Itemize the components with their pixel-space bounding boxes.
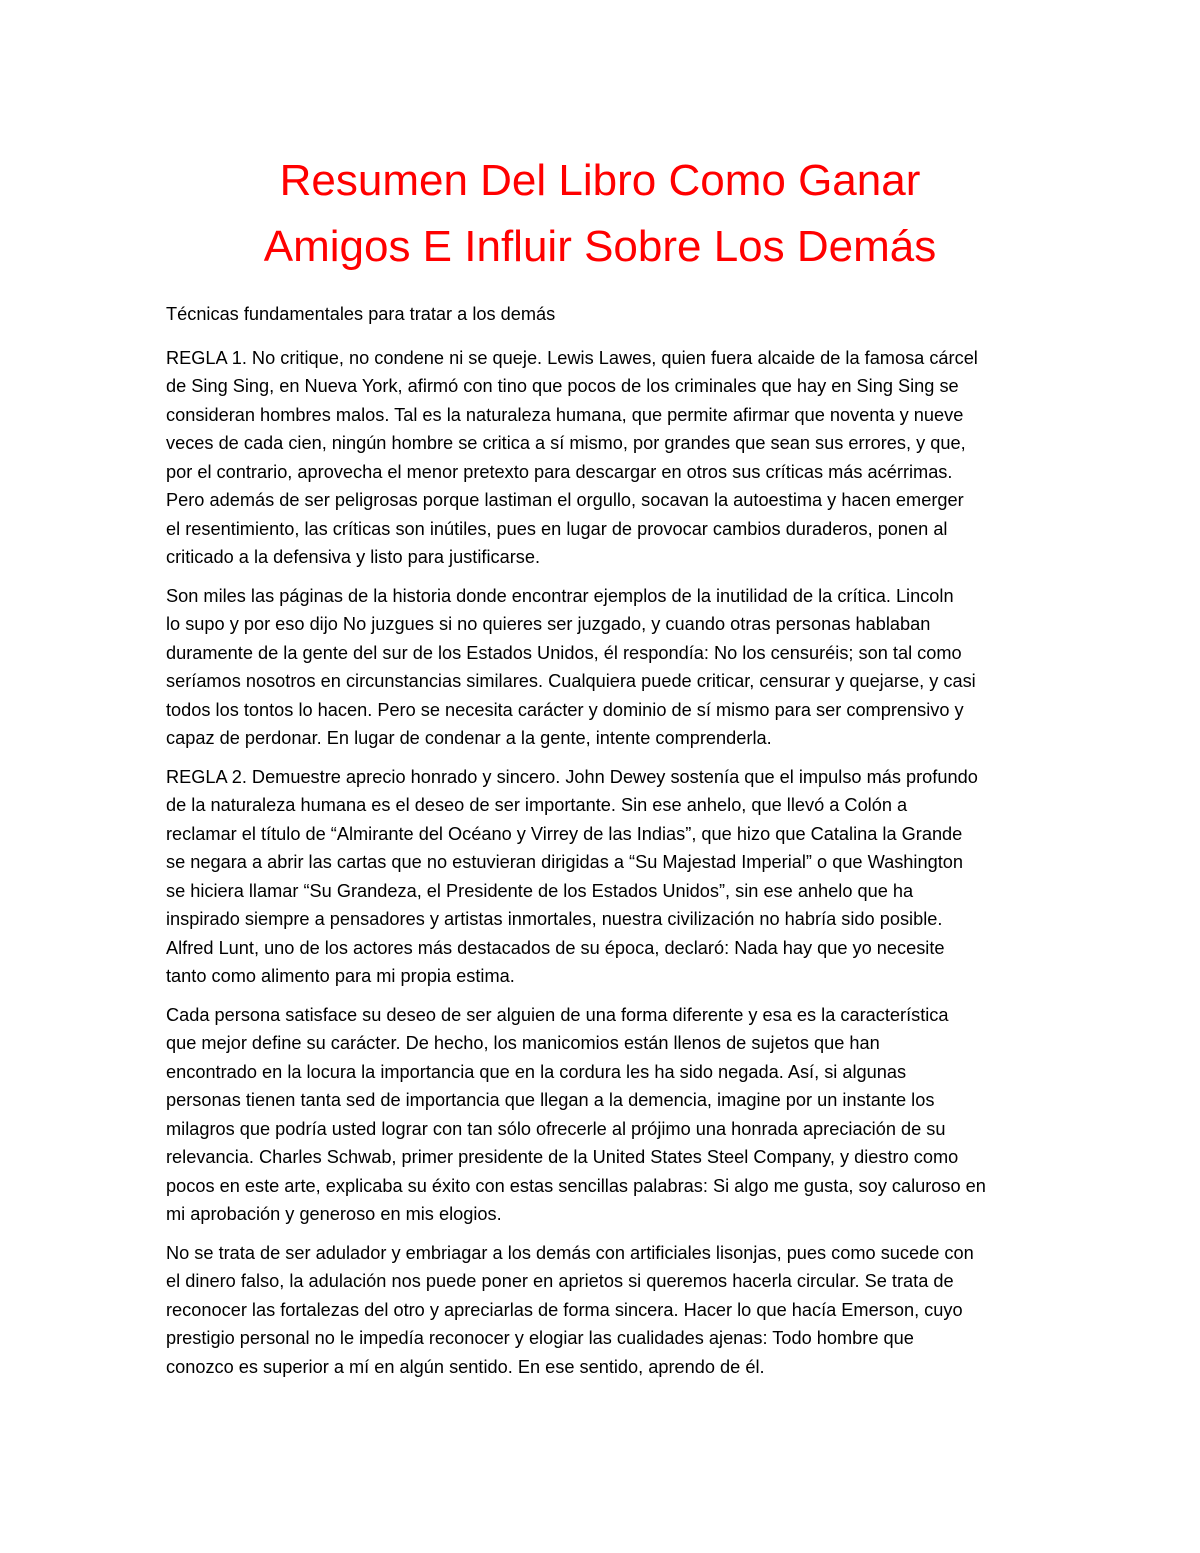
body-paragraph [166,1001,1046,1229]
paragraph-line: de Sing Sing, en Nueva York, afirmó con tino que pocos de los criminales que hay en Sing Sing se [166,376,959,396]
paragraph-line: el dinero falso, la adulación nos puede poner en aprietos si queremos hacerla circular. Se trata de [166,1271,954,1291]
paragraph-line: No se trata de ser adulador y embriagar a los demás con artificiales lisonjas, pues como sucede con [166,1242,974,1263]
body-paragraph [166,582,1046,753]
paragraph-line: seríamos nosotros en circunstancias similares. Cualquiera puede criticar, censurar y quejarse, y casi [166,671,976,691]
document-title [0,148,1200,280]
paragraph-line: Cada persona satisface su deseo de ser alguien de una forma diferente y esa es la característica [166,1004,949,1025]
paragraph-line: capaz de perdonar. En lugar de condenar a la gente, intente comprenderla. [166,728,772,748]
body-paragraph [166,763,1046,991]
paragraph-line: Pero además de ser peligrosas porque lastiman el orgullo, socavan la autoestima y hacen emerger [166,490,964,510]
paragraph-line: REGLA 1. No critique, no condene ni se queje. Lewis Lawes, quien fuera alcaide de la famosa cárcel [166,347,978,368]
paragraph-line: criticado a la defensiva y listo para justificarse. [166,547,541,567]
paragraph-line: pocos en este arte, explicaba su éxito con estas sencillas palabras: Si algo me gusta, soy caluroso en [166,1175,986,1196]
paragraph-line: se negara a abrir las cartas que no estuvieran dirigidas a “Su Majestad Imperial” o que Washington [166,852,963,872]
paragraph-line: mi aprobación y generoso en mis elogios. [166,1204,502,1224]
paragraph-line: consideran hombres malos. Tal es la naturaleza humana, que permite afirmar que noventa y nueve [166,404,964,425]
paragraph-line: Son miles las páginas de la historia donde encontrar ejemplos de la inutilidad de la crítica. Lincoln [166,585,954,606]
paragraph-line: se hiciera llamar “Su Grandeza, el Presidente de los Estados Unidos”, sin ese anhelo que ha [166,880,914,901]
paragraph-line: Alfred Lunt, uno de los actores más destacados de su época, declaró: Nada hay que yo necesite [166,937,945,958]
paragraph-list [166,344,1046,1382]
paragraph-line: que mejor define su carácter. De hecho, los manicomios están llenos de sujetos que han [166,1033,880,1053]
paragraph-line: relevancia. Charles Schwab, primer presidente de la United States Steel Company, y diestro como [166,1147,959,1167]
paragraph-line: conozco es superior a mí en algún sentido. En ese sentido, aprendo de él. [166,1356,765,1377]
paragraph-line: encontrado en la locura la importancia que en la cordura les ha sido negada. Así, si algunas [166,1061,907,1082]
paragraph-line: tanto como alimento para mi propia estima. [166,966,515,986]
title-line: Resumen Del Libro Como Ganar [279,156,921,205]
paragraph-line: de la naturaleza humana es el deseo de ser importante. Sin ese anhelo, que llevó a Colón a [166,795,908,815]
section-subtitle: Técnicas fundamentales para tratar a los demás [166,304,556,324]
paragraph-line: lo supo y por eso dijo No juzgues si no quieres ser juzgado, y cuando otras personas hablaban [166,614,931,634]
paragraph-line: el resentimiento, las críticas son inútiles, pues en lugar de provocar cambios duraderos, ponen al [166,518,948,539]
paragraph-line: reconocer las fortalezas del otro y apreciarlas de forma sincera. Hacer lo que hacía Emerson, cuyo [166,1299,963,1320]
paragraph-line: duramente de la gente del sur de los Estados Unidos, él respondía: No los censuréis; son tal como [166,642,962,663]
paragraph-line: todos los tontos lo hacen. Pero se necesita carácter y dominio de sí mismo para ser comprensivo y [166,699,964,720]
paragraph-line: veces de cada cien, ningún hombre se critica a sí mismo, por grandes que sean sus errores, y que, [166,433,966,453]
body-paragraph [166,1239,1046,1382]
paragraph-line: REGLA 2. Demuestre aprecio honrado y sincero. John Dewey sostenía que el impulso más profundo [166,766,978,787]
paragraph-line: inspirado siempre a pensadores y artistas inmortales, nuestra civilización no habría sido posible. [166,909,943,929]
paragraph-line: prestigio personal no le impedía reconocer y elogiar las cualidades ajenas: Todo hombre que [166,1328,914,1348]
body-paragraph [166,344,1046,572]
paragraph-line: reclamar el título de “Almirante del Océano y Virrey de las Indias”, que hizo que Catalina la Grande [166,823,963,844]
paragraph-line: por el contrario, aprovecha el menor pretexto para descargar en otros sus críticas más acérrimas. [166,461,953,482]
document-body [166,300,1046,1391]
paragraph-line: personas tienen tanta sed de importancia que llegan a la demencia, imagine por un instante los [166,1090,935,1110]
title-line: Amigos E Influir Sobre Los Demás [263,222,937,271]
paragraph-line: milagros que podría usted lograr con tan sólo ofrecerle al prójimo una honrada apreciación de su [166,1118,946,1139]
